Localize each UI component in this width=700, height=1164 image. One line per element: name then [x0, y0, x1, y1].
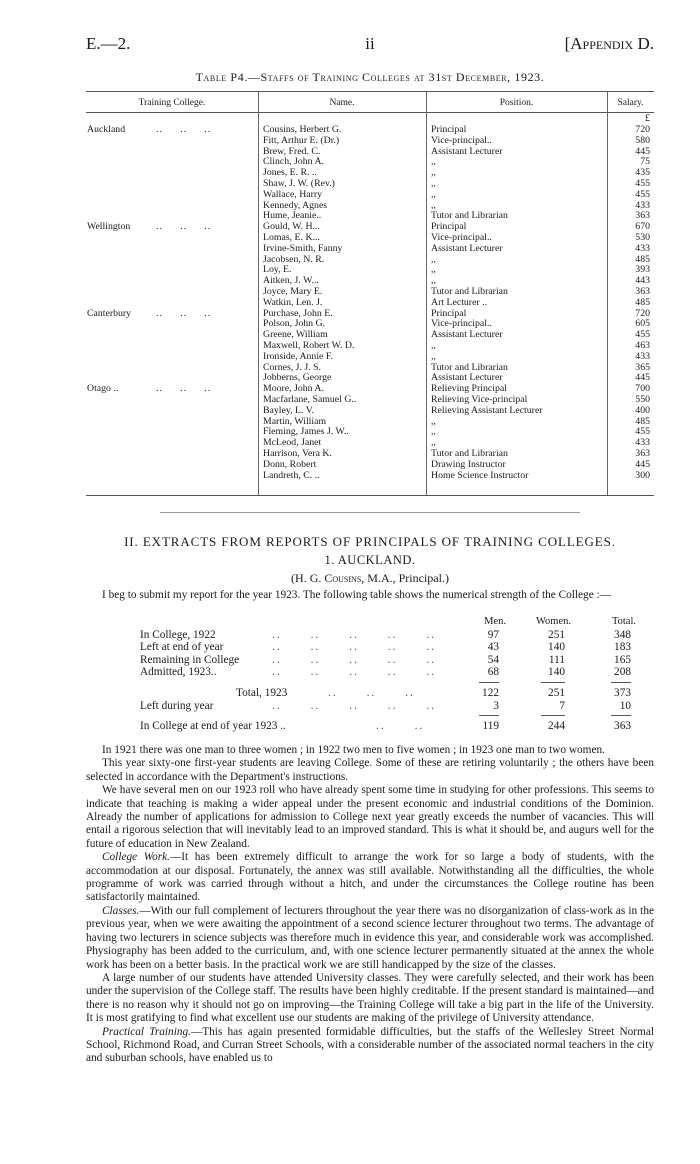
name-cell: Macfarlane, Samuel G.. [263, 394, 357, 405]
position-cell: Vice-principal.. [431, 319, 492, 330]
report-code: E.—2. [86, 34, 131, 53]
paragraph-text: —With our full complement of lecturers throughout the year there was no disorganization of class-work as in the previous year, when we were awaiting the appointment of a second science lecturer throughout two terms. The advantage of having two lecturers in science subjects was therefore much in evidence this year, and considerable work was accomplished. Physiography has been added to the curriculum, and, with one science lecturer permanently situated at the annex the whole work has been on a better basis. In the practical work we are still handicapped by the size of the classes. [86, 904, 654, 971]
position-cell: Assistant Lecturer [431, 373, 503, 384]
strength-rule-row [86, 679, 654, 687]
salary-cell: 550 [635, 393, 650, 405]
leader-dots: .. .. .. .. .. [272, 628, 437, 641]
header-men: Men. [484, 616, 506, 627]
row-label: Left during year [140, 699, 214, 712]
name-cell: Jones, E. R. .. [263, 168, 317, 179]
name-cell: McLeod, Janet [263, 438, 322, 449]
position-cell: Art Lecturer .. [431, 297, 488, 308]
salary-cell: 300 [635, 469, 650, 481]
salary-cell: 365 [635, 361, 650, 373]
position-cell: ,, [431, 438, 436, 449]
staff-row [86, 201, 654, 212]
position-cell: ,, [431, 200, 436, 211]
name-cell: Fitt, Arthur E. (Dr.) [263, 135, 340, 146]
paragraph: This year sixty-one first-year students are leaving College. Some of these are retiring voluntarily ; the others have been selected in accordance with the Department's instructions. [86, 757, 654, 783]
salary-cell: 455 [635, 188, 650, 200]
name-cell: Cornes, J. J. S. [263, 362, 321, 373]
name-cell: Joyce, Mary E. [263, 286, 323, 297]
sum-rule [479, 715, 499, 716]
name-cell: Brew, Fred. C. [263, 146, 321, 157]
strength-header-row [86, 616, 654, 629]
women-value: 244 [548, 720, 565, 733]
staff-row [86, 438, 654, 449]
strength-row [86, 654, 654, 667]
salary-cell: 393 [635, 264, 650, 276]
salary-cell: 605 [635, 318, 650, 330]
position-cell: ,, [431, 189, 436, 200]
women-value: 7 [559, 699, 565, 712]
college-cell: Otago .. [87, 384, 119, 395]
salary-cell: 443 [635, 275, 650, 287]
staff-row [86, 363, 654, 374]
row-label: Left at end of year [140, 641, 224, 654]
report-body [86, 744, 654, 1066]
staff-row [86, 352, 654, 363]
leader-dots: .. .. .. [328, 686, 415, 699]
name-cell: Polson, John G. [263, 319, 326, 330]
name-cell: Kennedy, Agnes [263, 200, 328, 211]
name-cell: Fleming, James J. W.. [263, 427, 349, 438]
name-cell: Jacobsen, N. R. [263, 254, 325, 265]
staff-row [86, 265, 654, 276]
position-cell: ,, [431, 427, 436, 438]
total-value: 183 [614, 641, 631, 654]
name-cell: Jobberns, George [263, 373, 332, 384]
staff-row [86, 406, 654, 417]
salary-cell: 400 [635, 404, 650, 416]
salary-cell: 433 [635, 199, 650, 211]
row-label: Total, 1923 [236, 686, 288, 699]
staff-row [86, 449, 654, 460]
position-cell: Vice-principal.. [431, 135, 492, 146]
table-title: Table P4.—Staffs of Training Colleges at 31st December, 1923. [195, 70, 545, 84]
women-value: 111 [548, 653, 565, 666]
women-value: 140 [548, 666, 565, 679]
salary-cell: 445 [635, 372, 650, 384]
page-number: ii [365, 34, 375, 53]
name-cell: Martin, William [263, 416, 327, 427]
position-cell: Principal [431, 308, 467, 319]
men-value: 122 [482, 686, 499, 699]
total-value: 373 [614, 686, 631, 699]
staff-row [86, 157, 654, 168]
paragraph: We have several men on our 1923 roll who have already spent some time in studying for other professions. This seems to indicate that teaching is making a wider appeal under the present economic and industrial conditions of the Dominion. Already the number of applications for admission to College next year greatly exceeds the number of vacancies. This will entail a rigorous selection that will inevitably lead to an improved standard. This is what it should be, and augurs well for the future of education in New Zealand. [86, 784, 654, 850]
staff-row [86, 222, 654, 233]
salary-cell: 580 [635, 134, 650, 146]
staff-row [86, 319, 654, 330]
table-bottom-rule [86, 495, 654, 496]
name-cell: Landreth, C. .. [263, 470, 320, 481]
name-cell: Hume, Jeanie.. [263, 211, 322, 222]
position-cell: Assistant Lecturer [431, 243, 503, 254]
staff-row [86, 417, 654, 428]
salary-cell: 485 [635, 253, 650, 265]
paragraph-heading: College Work. [102, 851, 170, 864]
salary-cell: 720 [635, 124, 650, 135]
staff-row [86, 179, 654, 190]
salary-cell: 700 [635, 383, 650, 395]
college-cell: Wellington [87, 222, 131, 233]
staff-row [86, 255, 654, 266]
staff-row [86, 276, 654, 287]
staff-row [86, 168, 654, 179]
appendix-label: [Appendix D. [564, 34, 654, 53]
paragraph: A large number of our students have attended University classes. They were carefully selected, and their work has been under the supervision of the College staff. The results have been highly creditable. If the present standard is maintained—and there is no reason why it should not go on improving—the Training College will take a big part in the life of the University. It is most gratifying to find what excellent use our students are making of the privilege of University attendance. [86, 971, 654, 1025]
salary-cell: 455 [635, 329, 650, 341]
salary-cell: 670 [635, 221, 650, 233]
staff-row [86, 125, 654, 136]
row-label: In College, 1922 [140, 628, 216, 641]
position-cell: Relieving Assistant Lecturer [431, 405, 543, 416]
report-author [86, 571, 654, 586]
salary-cell: 433 [635, 350, 650, 362]
currency-symbol: £ [645, 113, 650, 124]
sum-rule [541, 682, 565, 683]
row-label: In College at end of year 1923 .. [140, 720, 286, 733]
staff-row [86, 147, 654, 158]
name-cell: Moore, John A. [263, 384, 324, 395]
position-cell: ,, [431, 340, 436, 351]
salary-cell: 455 [635, 426, 650, 438]
staff-row [86, 395, 654, 406]
position-cell: Tutor and Librarian [431, 286, 508, 297]
paragraph-text: —This has again presented formidable difficulties, but the staffs of the Wellesley Street Normal School, Richmond Road, and Curran Street Schools, with a considerable number of the associated normal teachers in the city and suburban schools, have enabled us to [86, 1025, 654, 1065]
position-cell: Tutor and Librarian [431, 211, 508, 222]
intro-paragraph: I beg to submit my report for the year 1923. The following table shows the numerical strength of the College :— [102, 589, 611, 601]
strength-row [86, 666, 654, 679]
salary-cell: 720 [635, 307, 650, 319]
column-header-college: Training College. [138, 98, 206, 108]
staff-row [86, 309, 654, 320]
salary-cell: 363 [635, 447, 650, 459]
staff-row [86, 233, 654, 244]
sum-rule [541, 715, 565, 716]
name-cell: Bayley, L. V. [263, 405, 314, 416]
position-cell: ,, [431, 276, 436, 287]
name-cell: Aitken, J. W... [263, 276, 319, 287]
page-header [86, 34, 654, 58]
staff-row [86, 298, 654, 309]
paragraph [86, 851, 654, 905]
college-cell: Canterbury [87, 308, 132, 319]
leader-dots: .. .. .. [156, 383, 212, 395]
college-cell: Auckland [87, 125, 126, 135]
staff-row [86, 244, 654, 255]
leader-dots: .. .. .. .. .. [272, 666, 437, 679]
name-cell: Purchase, John E. [263, 308, 333, 319]
name-cell: Gould, W. H... [263, 222, 320, 233]
header-total: Total. [611, 616, 636, 627]
strength-row [86, 641, 654, 654]
position-cell: Tutor and Librarian [431, 448, 508, 459]
salary-cell: 485 [635, 296, 650, 308]
leader-dots: .. .. [376, 720, 425, 733]
sum-rule [611, 715, 631, 716]
column-header-salary: Salary. [617, 98, 644, 108]
salary-cell: 75 [640, 156, 650, 168]
men-value: 54 [487, 653, 499, 666]
strength-row [86, 687, 654, 700]
salary-cell: 363 [635, 210, 650, 222]
staff-row [86, 341, 654, 352]
name-cell: Harrison, Vera K. [263, 448, 332, 459]
leader-dots: .. .. .. .. .. [272, 653, 437, 666]
men-value: 43 [487, 641, 499, 654]
salary-cell: 433 [635, 242, 650, 254]
name-cell: Irvine-Smith, Fanny [263, 243, 343, 254]
leader-dots: .. .. .. .. .. [272, 699, 437, 712]
position-cell: Vice-principal.. [431, 232, 492, 243]
salary-cell: 433 [635, 437, 650, 449]
name-cell: Clinch, John A. [263, 157, 324, 168]
name-cell: Shaw, J. W. (Rev.) [263, 178, 335, 189]
strength-table [86, 616, 654, 733]
position-cell: ,, [431, 168, 436, 179]
staff-row [86, 330, 654, 341]
leader-dots: .. .. .. .. .. [272, 641, 437, 654]
position-cell: ,, [431, 254, 436, 265]
paragraph: In 1921 there was one man to three women ; in 1922 two men to five women ; in 1923 one man to two women. [102, 744, 605, 756]
salary-cell: 363 [635, 285, 650, 297]
column-header-name: Name. [329, 98, 355, 108]
leader-dots: .. .. .. [156, 221, 212, 233]
author-name: Cousins [324, 571, 362, 585]
paragraph [86, 905, 654, 972]
women-value: 251 [548, 628, 565, 641]
position-cell: Relieving Vice-principal [431, 394, 528, 405]
section-title: II. EXTRACTS FROM REPORTS OF PRINCIPALS OF TRAINING COLLEGES. [124, 534, 616, 549]
position-cell: Drawing Instructor [431, 459, 506, 470]
salary-cell: 455 [635, 177, 650, 189]
sum-rule [479, 682, 499, 683]
position-cell: Assistant Lecturer [431, 330, 503, 341]
table-header-rule [86, 112, 654, 113]
salary-cell: 463 [635, 339, 650, 351]
total-value: 363 [614, 720, 631, 733]
leader-dots: .. .. .. [156, 307, 212, 319]
total-value: 208 [614, 666, 631, 679]
staff-row [86, 136, 654, 147]
paragraph-heading: Practical Training. [102, 1025, 191, 1038]
author-open: (H. G. [291, 571, 325, 585]
salary-cell: 435 [635, 167, 650, 179]
staff-row [86, 460, 654, 471]
position-cell: Tutor and Librarian [431, 362, 508, 373]
strength-rule-row [86, 712, 654, 720]
staff-row [86, 427, 654, 438]
name-cell: Wallace, Harry [263, 189, 323, 200]
women-value: 251 [548, 686, 565, 699]
staff-row [86, 287, 654, 298]
position-cell: Relieving Principal [431, 384, 507, 395]
table-top-rule [86, 91, 654, 92]
staff-table [86, 125, 654, 481]
total-value: 165 [614, 653, 631, 666]
women-value: 140 [548, 641, 565, 654]
total-value: 348 [614, 628, 631, 641]
men-value: 119 [482, 720, 499, 733]
salary-cell: 485 [635, 415, 650, 427]
men-value: 97 [487, 628, 499, 641]
sum-rule [611, 682, 631, 683]
men-value: 3 [493, 699, 499, 712]
column-header-position: Position. [499, 98, 534, 108]
name-cell: Maxwell, Robert W. D. [263, 340, 355, 351]
name-cell: Donn, Robert [263, 459, 317, 470]
strength-row [86, 629, 654, 642]
strength-row [86, 720, 654, 733]
salary-cell: 530 [635, 231, 650, 243]
section-separator [160, 512, 580, 513]
total-value: 10 [619, 699, 631, 712]
leader-dots: .. .. .. [156, 124, 212, 135]
name-cell: Watkin, Len. J. [263, 297, 323, 308]
staff-row [86, 384, 654, 395]
name-cell: Ironside, Annie F. [263, 351, 333, 362]
author-close: , M.A., Principal.) [361, 571, 449, 585]
position-cell: Principal [431, 125, 467, 135]
strength-row [86, 700, 654, 713]
row-label: Remaining in College [140, 653, 240, 666]
position-cell: ,, [431, 416, 436, 427]
position-cell: ,, [431, 178, 436, 189]
position-cell: ,, [431, 265, 436, 276]
name-cell: Loy, E. [263, 265, 292, 276]
name-cell: Lomas, E. K... [263, 232, 320, 243]
staff-row [86, 190, 654, 201]
position-cell: Assistant Lecturer [431, 146, 503, 157]
paragraph-heading: Classes. [102, 904, 140, 917]
position-cell: ,, [431, 157, 436, 168]
position-cell: Principal [431, 222, 467, 233]
men-value: 68 [487, 666, 499, 679]
position-cell: Home Science Instructor [431, 470, 529, 481]
position-cell: ,, [431, 351, 436, 362]
section-subtitle: 1. AUCKLAND. [324, 553, 416, 567]
salary-cell: 445 [635, 458, 650, 470]
header-women: Women. [535, 616, 571, 627]
name-cell: Greene, William [263, 330, 328, 341]
salary-cell: 445 [635, 145, 650, 157]
name-cell: Cousins, Herbert G. [263, 125, 342, 135]
row-label: Admitted, 1923.. [140, 666, 217, 679]
staff-row [86, 471, 654, 482]
paragraph-text: —It has been extremely difficult to arrange the work for so large a body of students, with the accommodation at our disposal. Fortunately, the annex was still available. Notwithstanding all the difficulties, the whole programme of work was carried through without a hitch, and under the circumstances the College routine has been satisfactorily maintained. [86, 851, 655, 904]
paragraph [86, 1026, 654, 1066]
